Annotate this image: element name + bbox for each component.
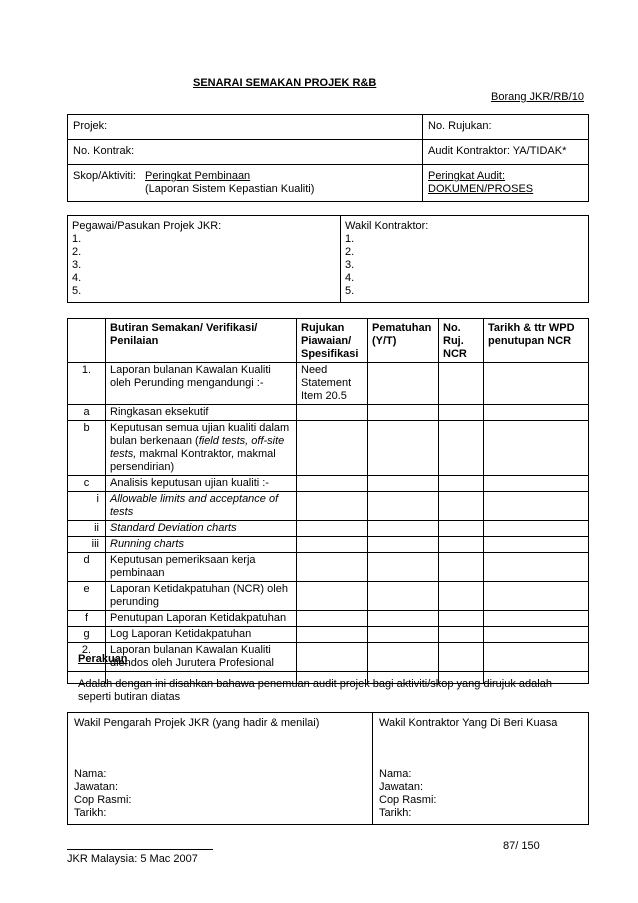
row-text: Laporan bulanan Kawalan Kualiti diendos oleh Jurutera Profesional	[106, 643, 297, 672]
row-ref	[297, 421, 368, 476]
header-pematuhan: Pematuhan (Y/T)	[368, 319, 439, 363]
row-no: f	[68, 611, 106, 627]
wakil-pengarah-cell	[68, 713, 373, 825]
row-pematuhan	[368, 476, 439, 492]
perakuan-statement: Adalah dengan ini disahkan bahawa penemuan audit projek bagi aktiviti/skop yang dirujuk adalah seperti butiran diatas	[78, 678, 552, 703]
skop-sub: (Laporan Sistem Kepastian Kualiti)	[145, 183, 315, 195]
header-tarikh: Tarikh & ttr WPD penutupan NCR	[484, 319, 589, 363]
row-tarikh	[484, 492, 589, 521]
pegawai-num-4: 4.	[72, 272, 82, 284]
row-ref	[297, 476, 368, 492]
row-text: Standard Deviation charts	[106, 521, 297, 537]
header-no	[68, 319, 106, 363]
row-ref: Need Statement Item 20.5	[297, 363, 368, 405]
row-pematuhan	[368, 537, 439, 553]
row-ref	[297, 521, 368, 537]
checklist-table	[67, 318, 589, 684]
row-text: Log Laporan Ketidakpatuhan	[106, 627, 297, 643]
page-title: SENARAI SEMAKAN PROJEK R&B	[193, 77, 377, 89]
peringkat-audit-label: Peringkat Audit:	[428, 170, 506, 182]
row-pematuhan	[368, 627, 439, 643]
wakil-num-2: 2.	[345, 246, 355, 258]
wakil-num-1: 1.	[345, 233, 355, 245]
row-text: Laporan Ketidakpatuhan (NCR) oleh perunding	[106, 582, 297, 611]
row-ncr	[439, 476, 484, 492]
row-ncr	[439, 643, 484, 672]
row-ref	[297, 582, 368, 611]
row-text: Analisis keputusan ujian kualiti :-	[106, 476, 297, 492]
row-ncr	[439, 537, 484, 553]
row-ncr	[439, 582, 484, 611]
audit-kontraktor-label: Audit Kontraktor: YA/TIDAK*	[428, 145, 567, 157]
row-ncr	[439, 421, 484, 476]
row-ref	[297, 643, 368, 672]
row-ncr	[439, 553, 484, 582]
row-text: Allowable limits and acceptance of tests	[106, 492, 297, 521]
row-tarikh	[484, 521, 589, 537]
skop-label: Skop/Aktiviti:	[73, 170, 136, 182]
pegawai-num-2: 2.	[72, 246, 82, 258]
row-no: d	[68, 553, 106, 582]
row-pematuhan	[368, 611, 439, 627]
row-ref	[297, 492, 368, 521]
row-text: Laporan bulanan Kawalan Kualiti oleh Perunding mengandungi :-	[106, 363, 297, 405]
pegawai-title: Pegawai/Pasukan Projek JKR:	[72, 220, 222, 232]
tarikh-field: Tarikh:	[379, 807, 412, 819]
table-row	[68, 643, 589, 672]
no-rujukan-cell	[423, 115, 589, 140]
table-row	[68, 421, 589, 476]
row-tarikh	[484, 363, 589, 405]
table-row	[68, 611, 589, 627]
row-no: g	[68, 627, 106, 643]
row-no: ii	[68, 521, 106, 537]
pegawai-num-3: 3.	[72, 259, 82, 271]
row-text-b: field tests, off-site tests,	[110, 435, 285, 460]
wakil-kontraktor-sign-title: Wakil Kontraktor Yang Di Beri Kuasa	[379, 717, 558, 729]
row-no: 2.	[68, 643, 106, 672]
row-pematuhan	[368, 553, 439, 582]
row-no: b	[68, 421, 106, 476]
row-text	[106, 421, 297, 476]
checklist-header-row	[68, 319, 589, 363]
nama-field: Nama:	[74, 768, 107, 780]
pegawai-num-5: 5.	[72, 285, 82, 297]
header-rujukan: Rujukan Piawaian/ Spesifikasi	[297, 319, 368, 363]
row-text-a: Keputusan semua ujian kualiti dalam bulan berkenaan (	[110, 422, 290, 447]
form-code: Borang JKR/RB/10	[491, 91, 584, 103]
projek-label: Projek:	[73, 120, 108, 132]
footer-rule	[67, 849, 213, 850]
row-no: c	[68, 476, 106, 492]
cop-rasmi-field: Cop Rasmi:	[74, 794, 132, 806]
row-tarikh	[484, 537, 589, 553]
table-row	[68, 521, 589, 537]
row-text-c: makmal Kontraktor, makmal persendirian)	[110, 448, 276, 473]
row-pematuhan	[368, 421, 439, 476]
row-tarikh	[484, 582, 589, 611]
jawatan-field: Jawatan:	[74, 781, 119, 793]
header-item: Butiran Semakan/ Verifikasi/ Penilaian	[106, 319, 297, 363]
row-pematuhan	[368, 363, 439, 405]
audit-kontraktor-cell	[423, 140, 589, 165]
row-ncr	[439, 521, 484, 537]
row-text: Keputusan pemeriksaan kerja pembinaan	[106, 553, 297, 582]
table-row	[68, 363, 589, 405]
project-info-table	[67, 114, 589, 202]
signature-table	[67, 712, 589, 825]
row-pematuhan	[368, 643, 439, 672]
perakuan-heading: Perakuan	[78, 653, 128, 665]
row-ncr	[439, 405, 484, 421]
row-no: e	[68, 582, 106, 611]
wakil-num-4: 4.	[345, 272, 355, 284]
row-ref	[297, 405, 368, 421]
row-ref	[297, 611, 368, 627]
pegawai-cell	[68, 216, 341, 303]
row-ref	[297, 553, 368, 582]
wakil-kontraktor-sign-cell	[373, 713, 589, 825]
table-row	[68, 405, 589, 421]
wakil-num-5: 5.	[345, 285, 355, 297]
row-tarikh	[484, 611, 589, 627]
tarikh-field: Tarikh:	[74, 807, 107, 819]
row-text: Penutupan Laporan Ketidakpatuhan	[106, 611, 297, 627]
personnel-table	[67, 215, 589, 303]
row-ncr	[439, 611, 484, 627]
peringkat-audit-cell	[423, 165, 589, 202]
row-ncr	[439, 492, 484, 521]
projek-cell	[68, 115, 423, 140]
row-pematuhan	[368, 492, 439, 521]
row-ref	[297, 537, 368, 553]
pegawai-num-1: 1.	[72, 233, 82, 245]
row-tarikh	[484, 476, 589, 492]
row-ref	[297, 627, 368, 643]
skop-value: Peringkat Pembinaan	[145, 170, 251, 182]
wakil-num-3: 3.	[345, 259, 355, 271]
header-no-ruj: No. Ruj. NCR	[439, 319, 484, 363]
no-rujukan-label: No. Rujukan:	[428, 120, 492, 132]
page-number: 87/ 150	[503, 840, 540, 852]
wakil-kontraktor-cell	[341, 216, 589, 303]
row-pematuhan	[368, 521, 439, 537]
row-tarikh	[484, 421, 589, 476]
table-row	[68, 476, 589, 492]
row-tarikh	[484, 627, 589, 643]
table-row	[68, 582, 589, 611]
footer-issuer: JKR Malaysia: 5 Mac 2007	[67, 853, 198, 865]
cop-rasmi-field: Cop Rasmi:	[379, 794, 437, 806]
row-pematuhan	[368, 405, 439, 421]
row-no: 1.	[68, 363, 106, 405]
row-text: Running charts	[106, 537, 297, 553]
nama-field: Nama:	[379, 768, 412, 780]
row-pematuhan	[368, 582, 439, 611]
jawatan-field: Jawatan:	[379, 781, 424, 793]
peringkat-audit-value: DOKUMEN/PROSES	[428, 183, 534, 195]
no-kontrak-label: No. Kontrak:	[73, 145, 135, 157]
table-row	[68, 492, 589, 521]
row-tarikh	[484, 405, 589, 421]
row-ncr	[439, 363, 484, 405]
row-tarikh	[484, 553, 589, 582]
table-row	[68, 627, 589, 643]
wakil-pengarah-title: Wakil Pengarah Projek JKR (yang hadir & menilai)	[74, 717, 320, 729]
no-kontrak-cell	[68, 140, 423, 165]
row-no: a	[68, 405, 106, 421]
row-no: i	[68, 492, 106, 521]
wakil-kontraktor-title: Wakil Kontraktor:	[345, 220, 429, 232]
table-row	[68, 553, 589, 582]
skop-cell	[68, 165, 423, 202]
row-no: iii	[68, 537, 106, 553]
row-text: Ringkasan eksekutif	[106, 405, 297, 421]
row-ncr	[439, 627, 484, 643]
row-tarikh	[484, 643, 589, 672]
table-row	[68, 537, 589, 553]
